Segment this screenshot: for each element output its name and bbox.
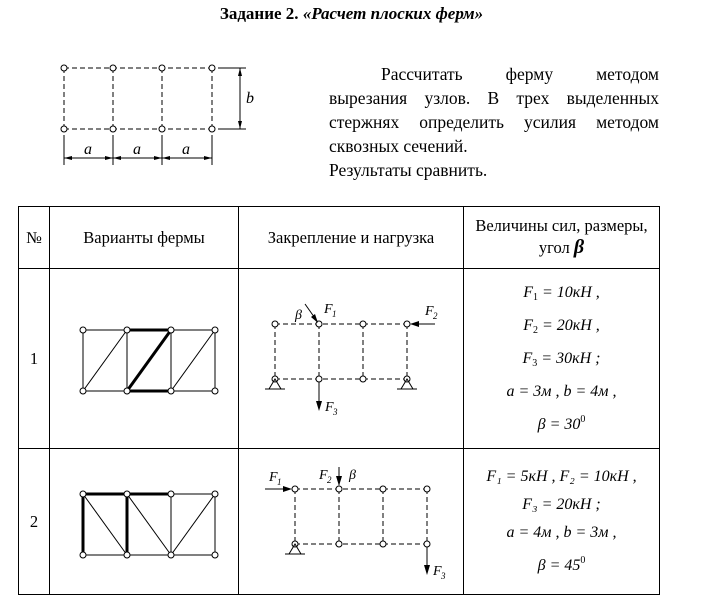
fix-load-1 bbox=[239, 269, 464, 449]
col-values: Величины сил, размеры, угол β bbox=[464, 207, 660, 269]
title-prefix: Задание 2. bbox=[219, 4, 299, 23]
svg-text:F: F bbox=[324, 302, 333, 317]
values-2: F₁ = 5кН , F₂ = 10кН , F₃ = 20кН ; a = 4м , b = 3м , $\beta = 45^0$ bbox=[464, 449, 660, 595]
svg-text:1: 1 bbox=[332, 309, 337, 319]
svg-text:β: β bbox=[295, 308, 302, 323]
svg-text:β: β bbox=[349, 468, 356, 483]
svg-text:F: F bbox=[325, 400, 334, 415]
dim-a3: a bbox=[182, 141, 190, 158]
truss-variant-2 bbox=[50, 449, 239, 595]
col-fix: Закрепление и нагрузка bbox=[239, 207, 464, 269]
dim-a1: a bbox=[84, 141, 92, 158]
fix-load-2 bbox=[239, 449, 464, 595]
dim-b: b bbox=[246, 90, 254, 107]
svg-text:2: 2 bbox=[433, 311, 438, 321]
row-num: 1 bbox=[19, 269, 50, 449]
variants-table bbox=[18, 206, 660, 595]
task-last: Результаты сравнить. bbox=[329, 160, 488, 180]
row-num: 2 bbox=[19, 449, 50, 595]
col-variants: Варианты фермы bbox=[50, 207, 239, 269]
truss-variant-1 bbox=[50, 269, 239, 449]
svg-text:1: 1 bbox=[277, 477, 282, 487]
values-1: $F_1 = 10кН$ , $F_2 = 20кН$ , $F_3 = 30кН$ ; a = 3м , b = 4м , $\beta = 30^0$ bbox=[464, 269, 660, 449]
dim-a2: a bbox=[133, 141, 141, 158]
svg-text:3: 3 bbox=[333, 407, 338, 417]
table-row bbox=[19, 449, 660, 595]
task-text: Рассчитать ферму методом вырезания узлов. В трех выделенных стержнях определить усилия методом сквозных сечений. bbox=[329, 64, 659, 156]
title-italic: «Расчет плоских ферм» bbox=[302, 4, 484, 23]
col-num: № bbox=[19, 207, 50, 269]
svg-text:F: F bbox=[319, 468, 328, 483]
svg-text:F: F bbox=[269, 470, 278, 485]
svg-text:F: F bbox=[425, 304, 434, 319]
table-header-row bbox=[19, 207, 660, 269]
svg-text:F: F bbox=[433, 564, 442, 579]
svg-text:2: 2 bbox=[327, 475, 332, 485]
table-row bbox=[19, 269, 660, 449]
truss-scheme bbox=[0, 0, 703, 200]
svg-text:3: 3 bbox=[441, 571, 446, 581]
